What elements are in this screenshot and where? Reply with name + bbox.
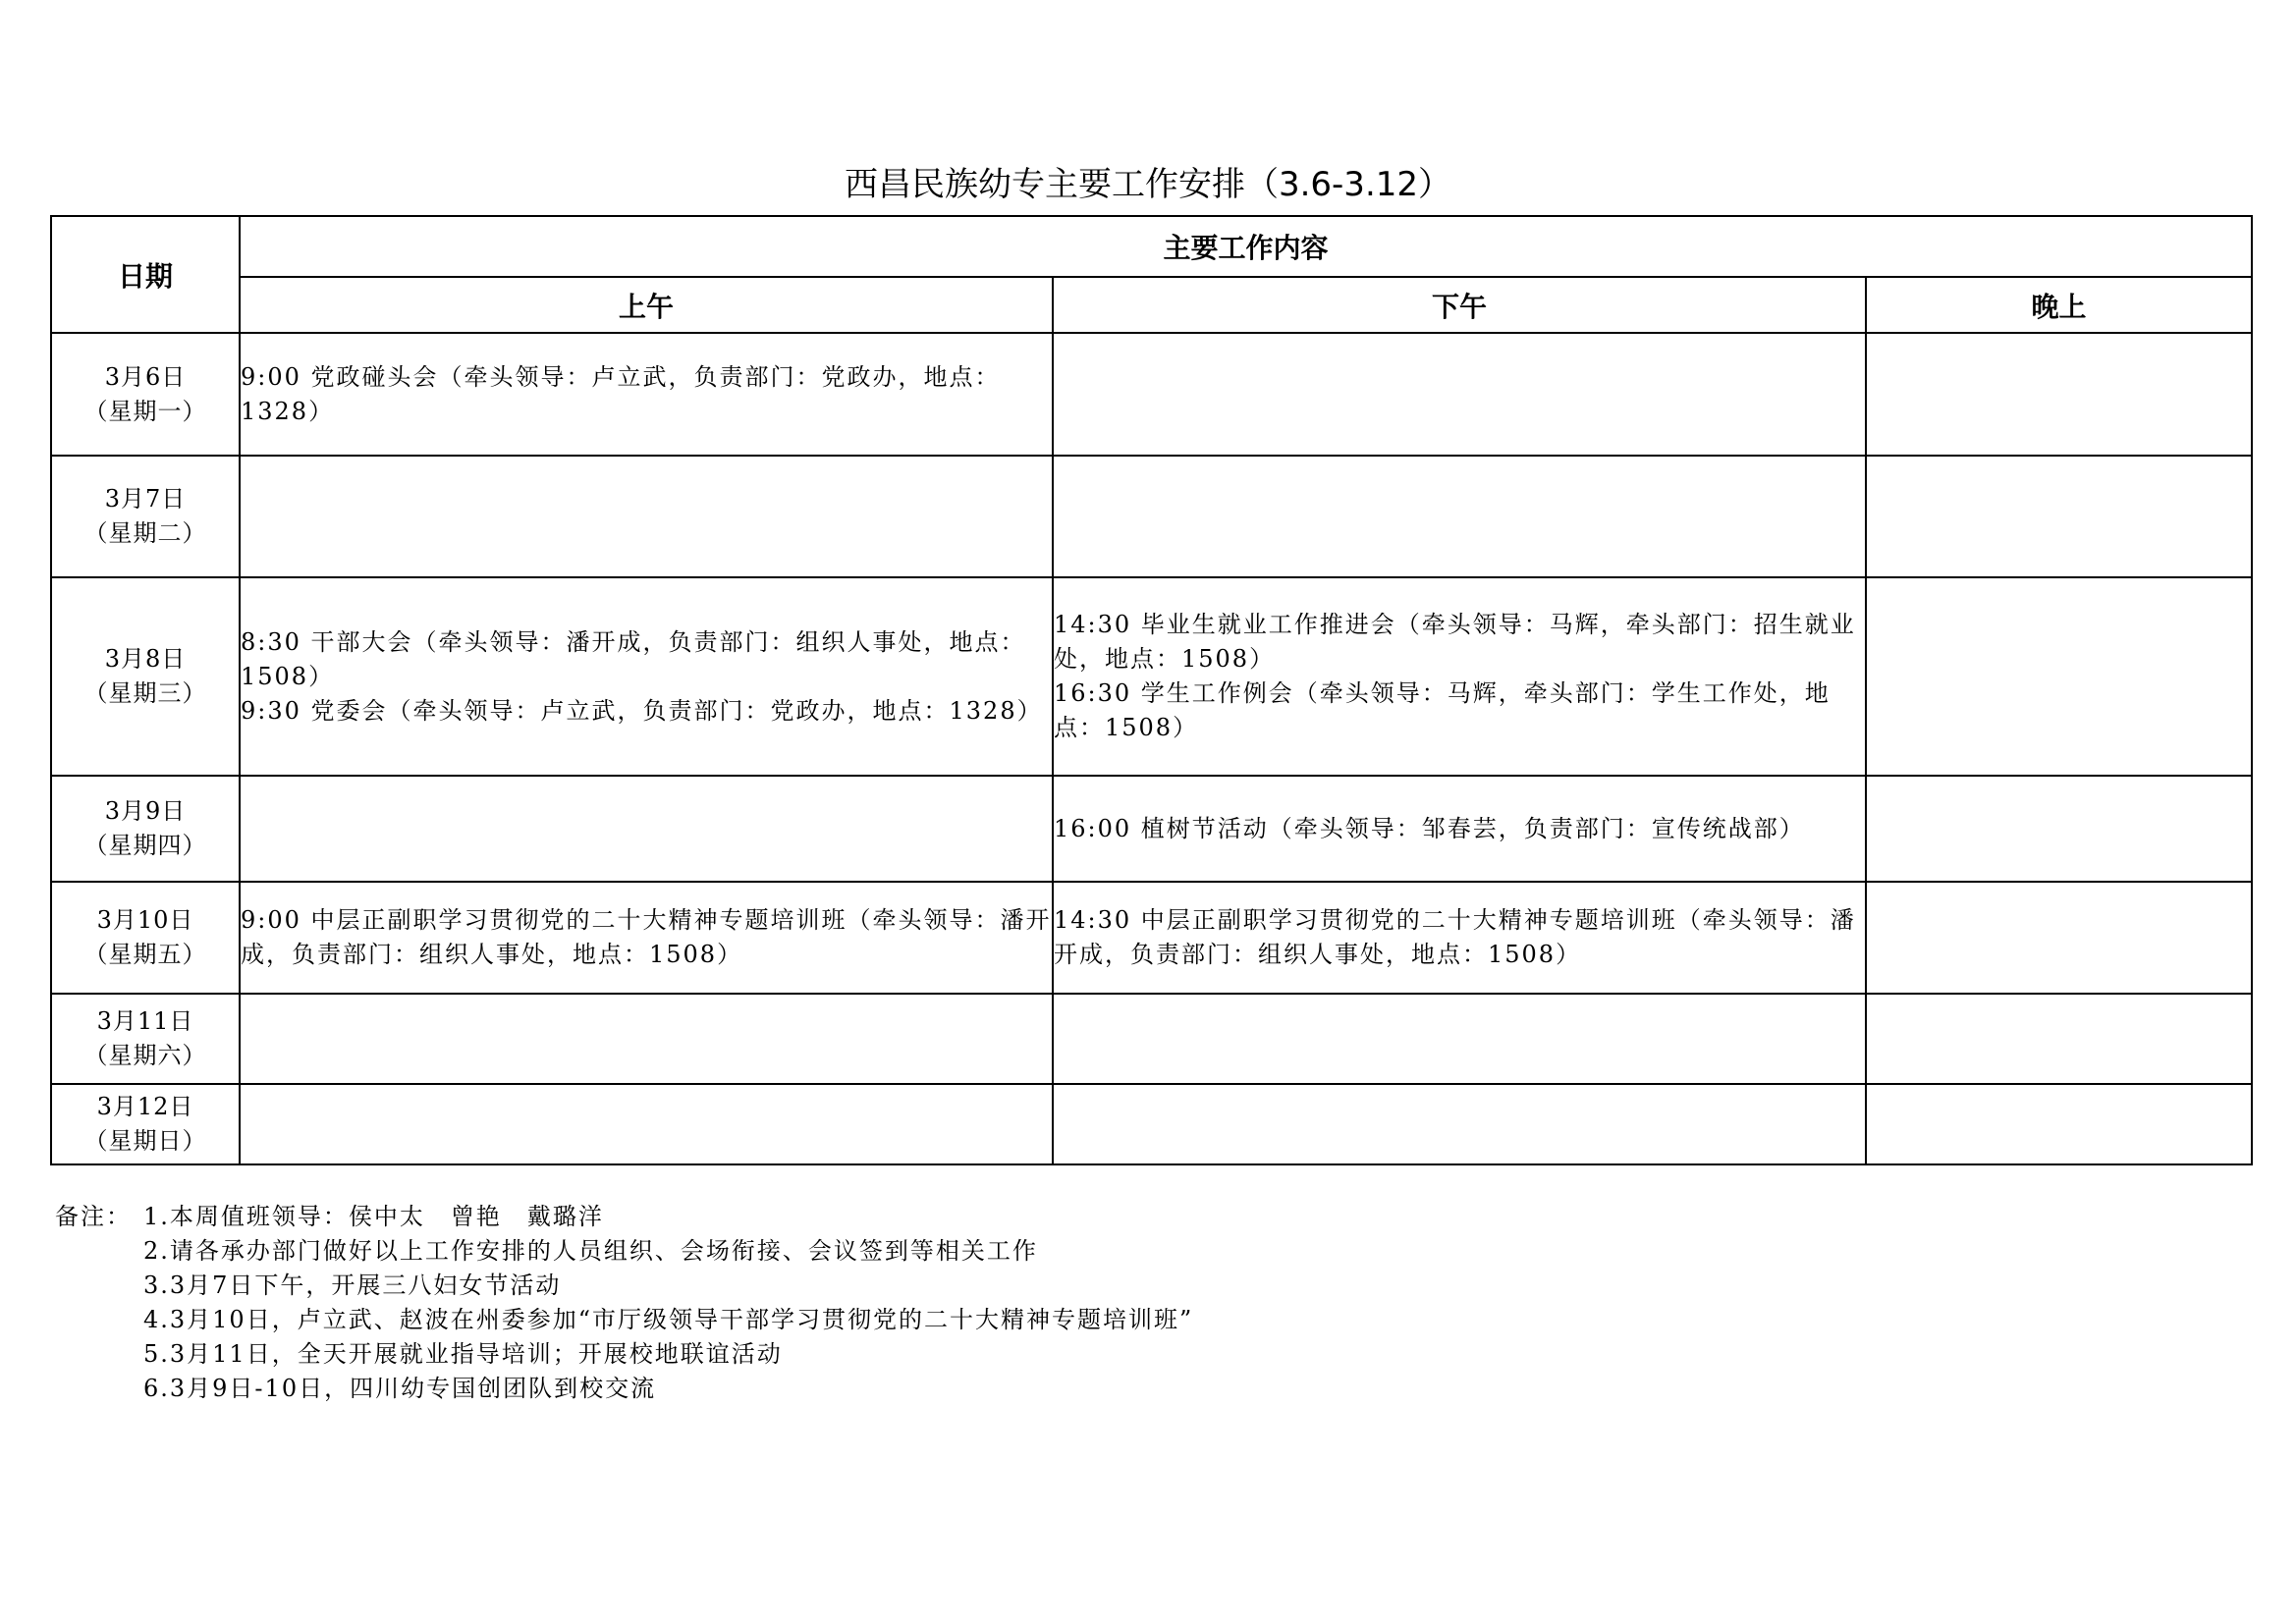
morning-cell bbox=[240, 333, 1053, 456]
weekday-text: （星期日） bbox=[83, 1127, 207, 1155]
evening-cell bbox=[1866, 577, 2252, 776]
afternoon-cell bbox=[1053, 1084, 1866, 1164]
note-item: 6.3月9日-10日，四川幼专国创团队到校交流 bbox=[143, 1375, 657, 1402]
weekday-text: （星期三） bbox=[83, 679, 207, 707]
table-row bbox=[51, 456, 2252, 577]
date-cell bbox=[51, 1084, 240, 1164]
date-text: 3月10日 bbox=[96, 906, 194, 934]
morning-cell bbox=[240, 776, 1053, 882]
table-row bbox=[51, 577, 2252, 776]
morning-cell bbox=[240, 1084, 1053, 1164]
header-row-1 bbox=[51, 216, 2252, 277]
note-item: 4.3月10日，卢立武、赵波在州委参加“市厅级领导干部学习贯彻党的二十大精神专题培训班” bbox=[143, 1306, 1194, 1333]
notes-label: 备注： bbox=[55, 1203, 132, 1230]
morning-cell bbox=[240, 994, 1053, 1084]
notes-row bbox=[55, 1200, 1193, 1234]
table-row bbox=[51, 776, 2252, 882]
date-text: 3月7日 bbox=[104, 485, 187, 513]
date-cell bbox=[51, 577, 240, 776]
schedule-body bbox=[51, 333, 2252, 1164]
weekday-text: （星期五） bbox=[83, 941, 207, 968]
evening-cell bbox=[1866, 882, 2252, 994]
weekday-text: （星期二） bbox=[83, 519, 207, 547]
date-cell bbox=[51, 333, 240, 456]
weekday-text: （星期一） bbox=[83, 397, 207, 425]
evening-cell bbox=[1866, 994, 2252, 1084]
schedule-table bbox=[50, 215, 2253, 1165]
weekday-text: （星期六） bbox=[83, 1042, 207, 1069]
date-text: 3月12日 bbox=[96, 1093, 194, 1120]
main-content-header: 主要工作内容 bbox=[240, 216, 2252, 277]
afternoon-cell bbox=[1053, 577, 1866, 776]
afternoon-cell bbox=[1053, 994, 1866, 1084]
morning-item: 8:30 干部大会（牵头领导：潘开成，负责部门：组织人事处，地点：1508） bbox=[241, 627, 1026, 690]
table-row bbox=[51, 1084, 2252, 1164]
morning-header: 上午 bbox=[240, 277, 1053, 333]
morning-item: 9:00 党政碰头会（牵头领导：卢立武，负责部门：党政办，地点：1328） bbox=[241, 362, 1001, 425]
note-item: 3.3月7日下午，开展三八妇女节活动 bbox=[143, 1271, 562, 1299]
header-row-2 bbox=[51, 277, 2252, 333]
weekday-text: （星期四） bbox=[83, 832, 207, 859]
afternoon-cell bbox=[1053, 882, 1866, 994]
evening-cell bbox=[1866, 1084, 2252, 1164]
evening-cell bbox=[1866, 333, 2252, 456]
evening-cell bbox=[1866, 776, 2252, 882]
notes-row bbox=[55, 1303, 1193, 1337]
note-item: 1.本周值班领导：侯中太 曾艳 戴璐洋 bbox=[143, 1203, 604, 1230]
table-row bbox=[51, 882, 2252, 994]
date-cell bbox=[51, 456, 240, 577]
page-title: 西昌民族幼专主要工作安排（3.6-3.12） bbox=[844, 165, 1452, 204]
notes-section bbox=[55, 1200, 1193, 1406]
afternoon-item: 16:30 学生工作例会（牵头领导：马辉，牵头部门：学生工作处，地点：1508） bbox=[1054, 679, 1831, 741]
evening-cell bbox=[1866, 456, 2252, 577]
morning-cell bbox=[240, 456, 1053, 577]
notes-row bbox=[55, 1337, 1193, 1372]
notes-row bbox=[55, 1372, 1193, 1406]
date-text: 3月6日 bbox=[104, 362, 187, 391]
evening-header: 晚上 bbox=[1866, 277, 2252, 333]
date-cell bbox=[51, 882, 240, 994]
afternoon-item: 14:30 毕业生就业工作推进会（牵头领导：马辉，牵头部门：招生就业处，地点：1508） bbox=[1054, 611, 1856, 673]
afternoon-item: 14:30 中层正副职学习贯彻党的二十大精神专题培训班（牵头领导：潘开成，负责部门：组织人事处，地点：1508） bbox=[1054, 906, 1856, 968]
notes-row bbox=[55, 1269, 1193, 1303]
date-text: 3月11日 bbox=[96, 1007, 194, 1035]
morning-cell bbox=[240, 882, 1053, 994]
morning-item: 9:30 党委会（牵头领导：卢立武，负责部门：党政办，地点：1328） bbox=[241, 696, 1043, 725]
afternoon-cell bbox=[1053, 776, 1866, 882]
date-text: 3月9日 bbox=[104, 797, 187, 825]
date-text: 3月8日 bbox=[104, 645, 187, 673]
morning-item: 9:00 中层正副职学习贯彻党的二十大精神专题培训班（牵头领导：潘开成，负责部门：组织人事处，地点：1508） bbox=[241, 906, 1052, 968]
note-item: 5.3月11日，全天开展就业指导培训；开展校地联谊活动 bbox=[143, 1340, 783, 1368]
note-item: 2.请各承办部门做好以上工作安排的人员组织、会场衔接、会议签到等相关工作 bbox=[143, 1237, 1038, 1265]
morning-cell bbox=[240, 577, 1053, 776]
table-row bbox=[51, 333, 2252, 456]
date-cell bbox=[51, 776, 240, 882]
afternoon-header: 下午 bbox=[1053, 277, 1866, 333]
date-cell bbox=[51, 994, 240, 1084]
afternoon-item: 16:00 植树节活动（牵头领导：邹春芸，负责部门：宣传统战部） bbox=[1054, 814, 1805, 842]
date-header: 日期 bbox=[51, 216, 240, 333]
afternoon-cell bbox=[1053, 456, 1866, 577]
notes-row bbox=[55, 1234, 1193, 1269]
afternoon-cell bbox=[1053, 333, 1866, 456]
table-row bbox=[51, 994, 2252, 1084]
